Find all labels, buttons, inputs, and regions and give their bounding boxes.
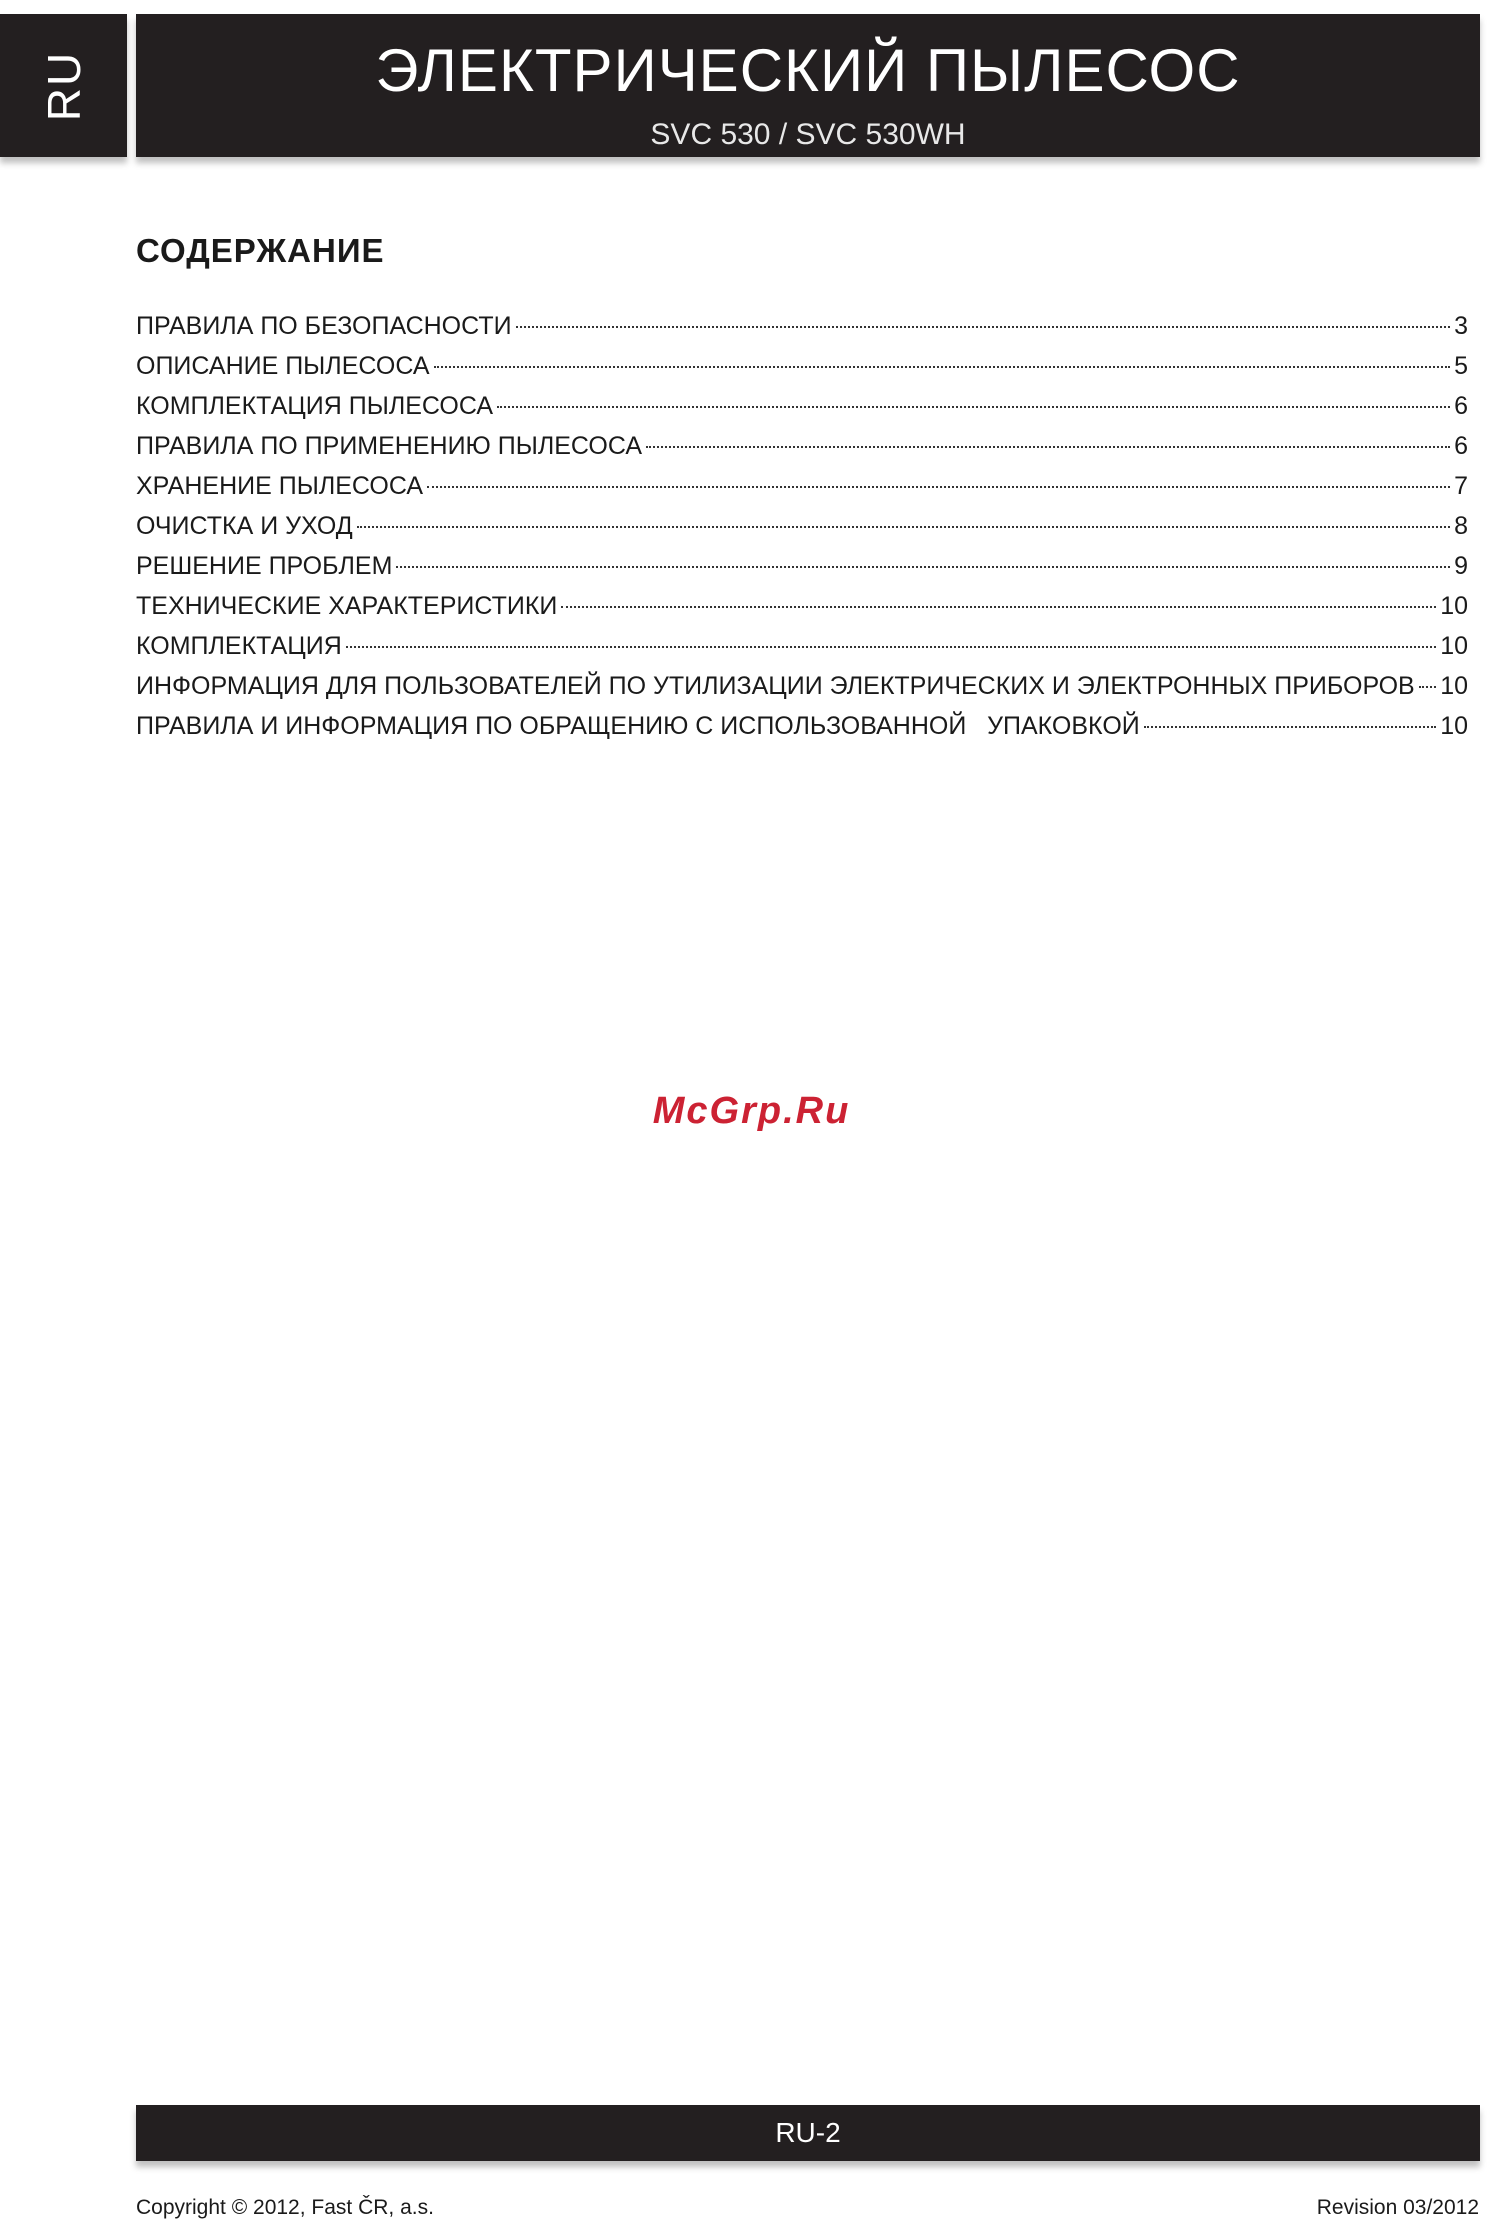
toc-dot-leader <box>497 406 1450 408</box>
toc-entry-label: ПРАВИЛА ПО БЕЗОПАСНОСТИ <box>136 312 512 340</box>
toc-dot-leader <box>396 566 1450 568</box>
toc-entry-label: ПРАВИЛА И ИНФОРМАЦИЯ ПО ОБРАЩЕНИЮ С ИСПОЛЬЗОВАННОЙ УПАКОВКОЙ <box>136 712 1140 740</box>
toc-entry-page: 8 <box>1454 512 1468 540</box>
toc-dot-leader <box>516 326 1451 328</box>
toc-entry-label: КОМПЛЕКТАЦИЯ ПЫЛЕСОСА <box>136 392 494 420</box>
toc-entry[interactable] <box>136 592 1468 632</box>
toc-entry-label: КОМПЛЕКТАЦИЯ <box>136 632 342 660</box>
toc-entry-label: ТЕХНИЧЕСКИЕ ХАРАКТЕРИСТИКИ <box>136 592 558 620</box>
toc-entry-label: ИНФОРМАЦИЯ ДЛЯ ПОЛЬЗОВАТЕЛЕЙ ПО УТИЛИЗАЦИИ ЭЛЕКТРИЧЕСКИХ И ЭЛЕКТРОННЫХ ПРИБОРОВ <box>136 672 1415 700</box>
toc-entry-page: 10 <box>1440 672 1468 700</box>
toc-entry[interactable] <box>136 512 1468 552</box>
table-of-contents <box>136 312 1468 752</box>
toc-entry[interactable] <box>136 352 1468 392</box>
toc-entry[interactable] <box>136 432 1468 472</box>
toc-entry-label: ОПИСАНИЕ ПЫЛЕСОСА <box>136 352 430 380</box>
toc-dot-leader <box>434 366 1451 368</box>
toc-entry[interactable] <box>136 472 1468 512</box>
toc-entry-label: РЕШЕНИЕ ПРОБЛЕМ <box>136 552 393 580</box>
toc-entry-page: 10 <box>1440 632 1468 660</box>
toc-dot-leader <box>1419 686 1437 688</box>
revision-text: Revision 03/2012 <box>1316 2196 1479 2219</box>
footer-bar <box>136 2105 1480 2161</box>
language-code: RU <box>37 50 90 121</box>
toc-dot-leader <box>646 446 1450 448</box>
toc-dot-leader <box>346 646 1436 648</box>
page-header <box>136 14 1480 157</box>
language-tab <box>0 14 127 157</box>
toc-entry-page: 5 <box>1454 352 1468 380</box>
toc-entry-label: ПРАВИЛА ПО ПРИМЕНЕНИЮ ПЫЛЕСОСА <box>136 432 643 460</box>
toc-entry-page: 6 <box>1454 392 1468 420</box>
watermark: McGrp.Ru <box>652 1090 851 1132</box>
toc-dot-leader <box>561 606 1436 608</box>
toc-entry-page: 6 <box>1454 432 1468 460</box>
page-number: RU-2 <box>775 2117 841 2148</box>
toc-entry-page: 3 <box>1454 312 1468 340</box>
toc-dot-leader <box>1144 726 1436 728</box>
toc-entry-page: 7 <box>1454 472 1468 500</box>
toc-entry-page: 10 <box>1440 712 1468 740</box>
model-subtitle: SVC 530 / SVC 530WH <box>650 118 966 151</box>
toc-entry-label: ХРАНЕНИЕ ПЫЛЕСОСА <box>136 472 424 500</box>
toc-dot-leader <box>357 526 1450 528</box>
toc-dot-leader <box>427 486 1450 488</box>
toc-entry-label: ОЧИСТКА И УХОД <box>136 512 353 540</box>
copyright-text: Copyright © 2012, Fast ČR, a.s. <box>136 2196 434 2219</box>
page-title: ЭЛЕКТРИЧЕСКИЙ ПЫЛЕСОС <box>375 37 1241 104</box>
toc-entry[interactable] <box>136 392 1468 432</box>
toc-entry[interactable] <box>136 672 1468 712</box>
toc-heading: СОДЕРЖАНИЕ <box>136 232 385 269</box>
toc-entry[interactable] <box>136 312 1468 352</box>
toc-entry[interactable] <box>136 552 1468 592</box>
toc-entry[interactable] <box>136 712 1468 752</box>
toc-entry-page: 10 <box>1440 592 1468 620</box>
toc-entry[interactable] <box>136 632 1468 672</box>
toc-entry-page: 9 <box>1454 552 1468 580</box>
